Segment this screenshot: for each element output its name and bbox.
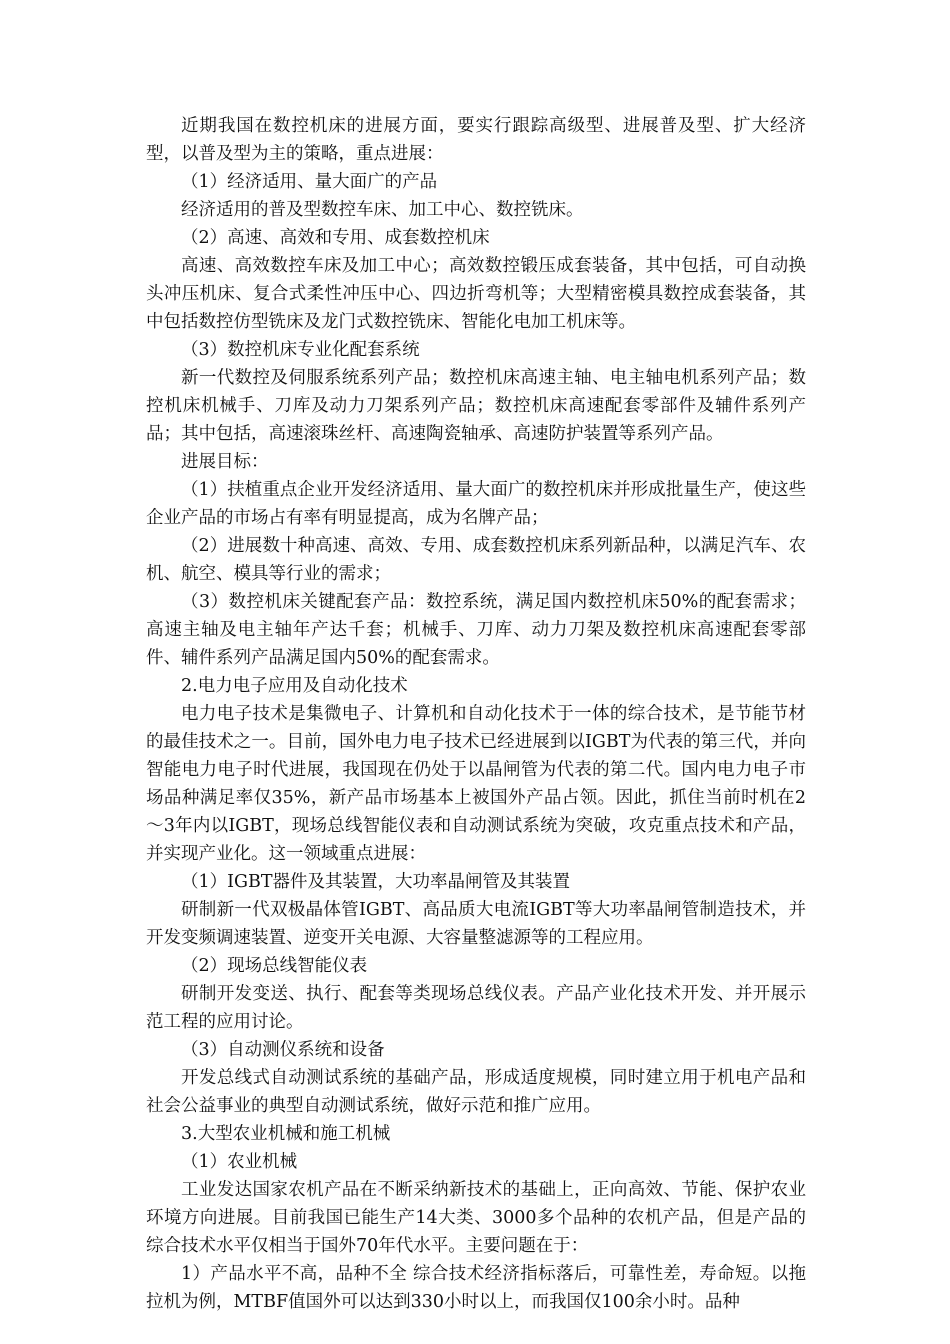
paragraph: 研制开发变送、执行、配套等类现场总线仪表。产品产业化技术开发、并开展示范工程的应用讨论。 bbox=[146, 984, 806, 1032]
paragraph: （3）数控机床专业化配套系统 bbox=[181, 340, 420, 360]
paragraph: （2）进展数十种高速、高效、专用、成套数控机床系列新品种，以满足汽车、农机、航空、模具等行业的需求； bbox=[146, 536, 806, 584]
paragraph: 开发总线式自动测试系统的基础产品，形成适度规模，同时建立用于机电产品和社会公益事业的典型自动测试系统，做好示范和推广应用。 bbox=[146, 1068, 806, 1116]
paragraph: （1）扶植重点企业开发经济适用、量大面广的数控机床并形成批量生产，使这些企业产品的市场占有率有明显提高，成为名牌产品； bbox=[146, 480, 806, 528]
document-body bbox=[146, 112, 806, 1316]
paragraph: 高速、高效数控车床及加工中心；高效数控锻压成套装备，其中包括，可自动换头冲压机床、复合式柔性冲压中心、四边折弯机等；大型精密模具数控成套装备，其中包括数控仿型铣床及龙门式数控铣床、智能化电加工机床等。 bbox=[146, 256, 806, 332]
paragraph: （2）现场总线智能仪表 bbox=[181, 956, 368, 976]
paragraph: （1）经济适用、量大面广的产品 bbox=[181, 172, 438, 192]
section-heading: 3.大型农业机械和施工机械 bbox=[181, 1124, 391, 1144]
paragraph: （3）数控机床关键配套产品：数控系统，满足国内数控机床50%的配套需求；高速主轴及电主轴年产达千套；机械手、刀库、动力刀架及数控机床高速配套零部件、辅件系列产品满足国内50%的配套需求。 bbox=[146, 592, 806, 668]
paragraph: 工业发达国家农机产品在不断采纳新技术的基础上，正向高效、节能、保护农业环境方向进展。目前我国已能生产14大类、3000多个品种的农机产品，但是产品的综合技术水平仅相当于国外70年代水平。主要问题在于： bbox=[146, 1180, 806, 1256]
paragraph: 近期我国在数控机床的进展方面，要实行跟踪高级型、进展普及型、扩大经济型，以普及型为主的策略，重点进展： bbox=[146, 116, 806, 164]
paragraph: 新一代数控及伺服系统系列产品；数控机床高速主轴、电主轴电机系列产品；数控机床机械手、刀库及动力刀架系列产品；数控机床高速配套零部件及辅件系列产品；其中包括，高速滚珠丝杆、高速陶瓷轴承、高速防护装置等系列产品。 bbox=[146, 368, 806, 444]
paragraph: 电力电子技术是集微电子、计算机和自动化技术于一体的综合技术，是节能节材的最佳技术之一。目前，国外电力电子技术已经进展到以IGBT为代表的第三代，并向智能电力电子时代进展，我国现在仍处于以晶闸管为代表的第二代。国内电力电子市场品种满足率仅35%，新产品市场基本上被国外产品占领。因此，抓住当前时机在2～3年内以IGBT，现场总线智能仪表和自动测试系统为突破，攻克重点技术和产品，并实现产业化。这一领域重点进展： bbox=[146, 704, 806, 864]
section-heading: 2.电力电子应用及自动化技术 bbox=[181, 676, 408, 696]
paragraph: 进展目标： bbox=[181, 452, 269, 472]
paragraph: （3）自动测仪系统和设备 bbox=[181, 1040, 385, 1060]
paragraph: 研制新一代双极晶体管IGBT、高品质大电流IGBT等大功率晶闸管制造技术，并开发变频调速装置、逆变开关电源、大容量整滤源等的工程应用。 bbox=[146, 900, 806, 948]
paragraph: （1）农业机械 bbox=[181, 1152, 298, 1172]
paragraph: （2）高速、高效和专用、成套数控机床 bbox=[181, 228, 490, 248]
paragraph: 1）产品水平不高，品种不全 综合技术经济指标落后，可靠性差，寿命短。以拖拉机为例，MTBF值国外可以达到330小时以上，而我国仅100余小时。品种 bbox=[146, 1264, 806, 1312]
paragraph: 经济适用的普及型数控车床、加工中心、数控铣床。 bbox=[181, 200, 584, 220]
paragraph: （1）IGBT器件及其装置，大功率晶闸管及其装置 bbox=[181, 872, 571, 892]
